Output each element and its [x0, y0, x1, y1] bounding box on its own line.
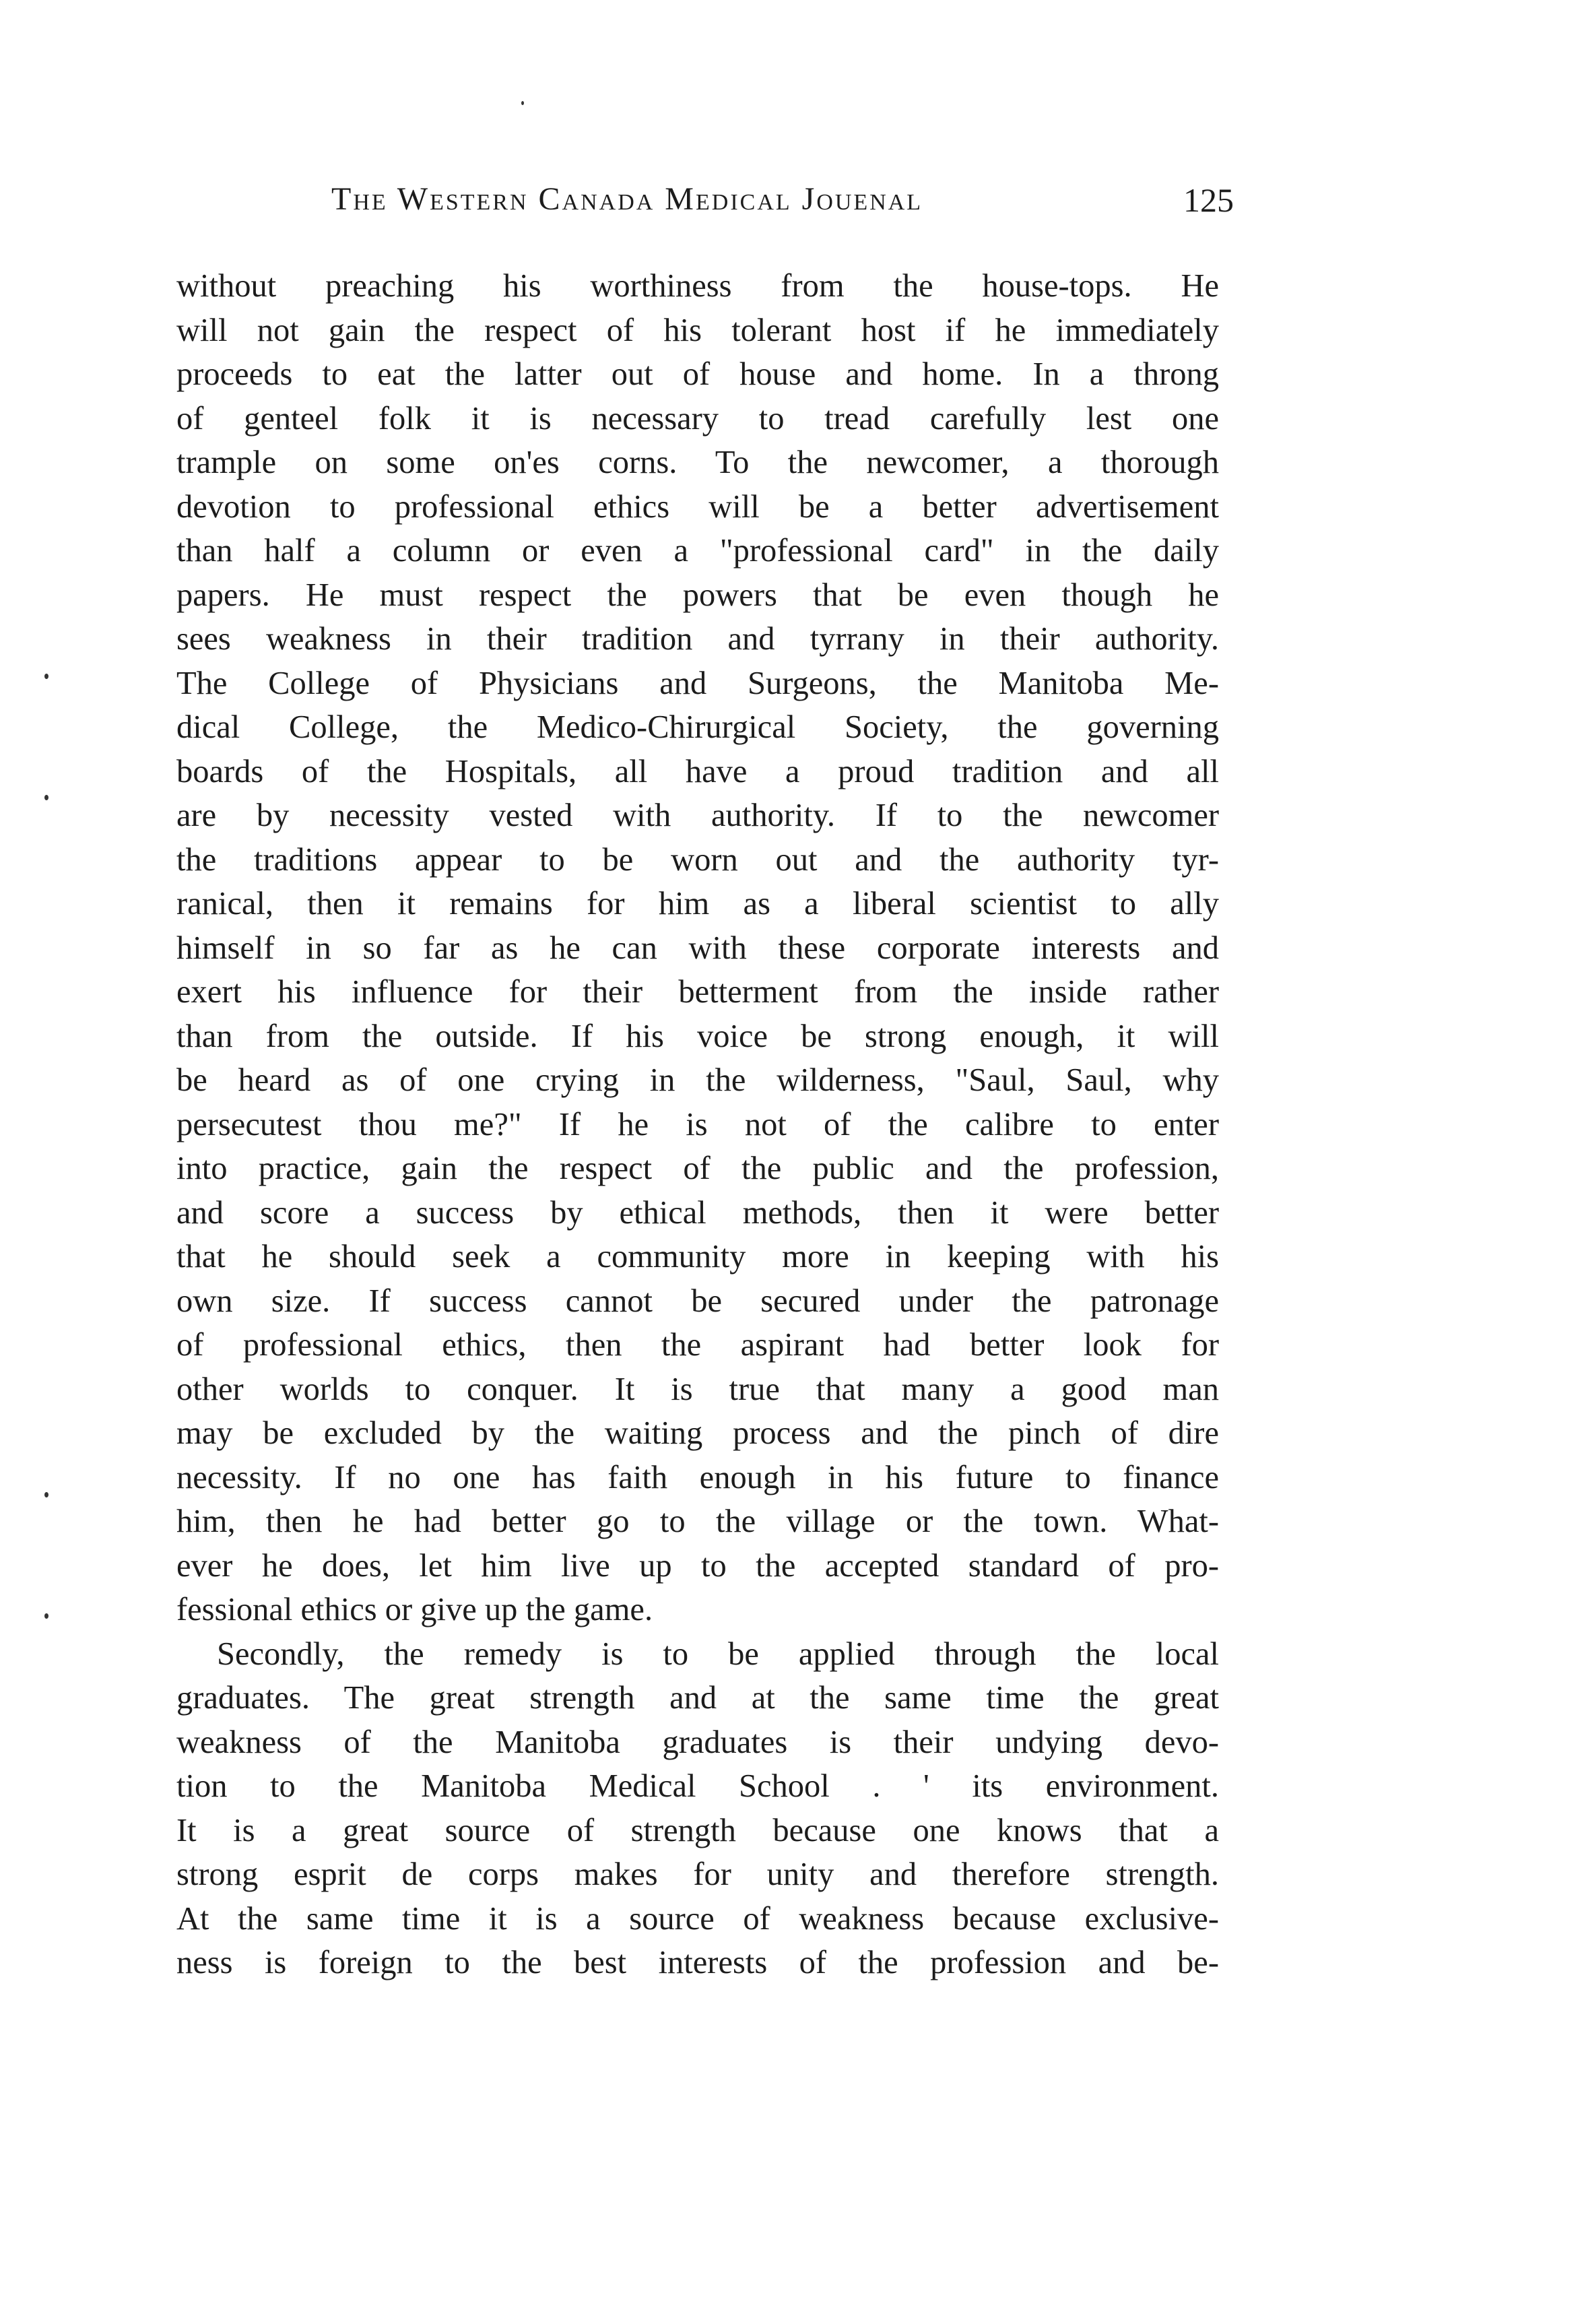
text-line: ever he does, let him live up to the accepted standard of pro-	[176, 1547, 1219, 1584]
text-line: weakness of the Manitoba graduates is their undying devo-	[176, 1724, 1219, 1760]
text-line: devotion to professional ethics will be a better advertisement	[176, 488, 1219, 525]
text-line: than half a column or even a "professional card" in the daily	[176, 533, 1219, 569]
text-line: boards of the Hospitals, all have a proud tradition and all	[176, 753, 1219, 789]
text-line: exert his influence for their betterment from the inside rather	[176, 974, 1219, 1010]
text-line: the traditions appear to be worn out and the authority tyr-	[176, 841, 1219, 878]
text-line: him, then he had better go to the village or the town. What-	[176, 1504, 1219, 1539]
paragraph-end-line: fessional ethics or give up the game.	[176, 1592, 653, 1627]
text-line: own size. If success cannot be secured under the patronage	[176, 1283, 1219, 1319]
text-line: proceeds to eat the latter out of house and home. In a throng	[176, 356, 1219, 392]
print-speck	[44, 1492, 48, 1497]
text-line: without preaching his worthiness from the house-tops. He	[176, 268, 1219, 304]
text-line: necessity. If no one has faith enough in his future to finance	[176, 1459, 1219, 1495]
text-line: trample on some on'es corns. To the newcomer, a thorough	[176, 445, 1219, 480]
paragraph-first-line: Secondly, the remedy is to be applied through the local	[217, 1636, 1219, 1672]
text-line: The College of Physicians and Surgeons, the Manitoba Me-	[176, 665, 1219, 701]
text-line: into practice, gain the respect of the public and the profession,	[176, 1151, 1219, 1186]
article-body	[176, 264, 1219, 1985]
text-line: sees weakness in their tradition and tyrrany in their authority.	[176, 621, 1219, 657]
print-speck	[44, 1613, 48, 1619]
text-line: ranical, then it remains for him as a liberal scientist to ally	[176, 886, 1219, 922]
text-line: than from the outside. If his voice be strong enough, it will	[176, 1018, 1219, 1054]
text-line: ness is foreign to the best interests of the profession and be-	[176, 1945, 1219, 1980]
text-line: It is a great source of strength because one knows that a	[176, 1812, 1219, 1848]
text-line: tion to the Manitoba Medical School . ' its environment.	[176, 1768, 1219, 1804]
print-speck	[44, 674, 48, 679]
text-line: papers. He must respect the powers that be even though he	[176, 577, 1219, 613]
running-head: The Western Canada Medical Jouenal	[331, 181, 923, 217]
text-line: strong esprit de corps makes for unity and therefore strength.	[176, 1857, 1219, 1892]
page-header	[331, 181, 1234, 234]
text-line: himself in so far as he can with these corporate interests and	[176, 930, 1219, 966]
text-line: dical College, the Medico-Chirurgical Society, the governing	[176, 709, 1219, 745]
text-line: will not gain the respect of his tolerant host if he immediately	[176, 312, 1219, 348]
text-line: persecutest thou me?" If he is not of the calibre to enter	[176, 1106, 1219, 1142]
text-line: of genteel folk it is necessary to tread carefully lest one	[176, 400, 1219, 437]
text-line: are by necessity vested with authority. If to the newcomer	[176, 798, 1219, 833]
text-line: of professional ethics, then the aspirant had better look for	[176, 1327, 1219, 1363]
text-line: that he should seek a community more in keeping with his	[176, 1239, 1219, 1274]
print-speck	[44, 795, 48, 800]
page-number: 125	[1183, 181, 1234, 219]
text-line: may be excluded by the waiting process and the pinch of dire	[176, 1415, 1219, 1451]
print-speck	[521, 101, 524, 105]
text-line: other worlds to conquer. It is true that many a good man	[176, 1371, 1219, 1407]
text-line: At the same time it is a source of weakness because exclusive-	[176, 1900, 1219, 1937]
text-line: graduates. The great strength and at the same time the great	[176, 1680, 1219, 1716]
text-line: be heard as of one crying in the wilderness, "Saul, Saul, why	[176, 1062, 1219, 1098]
text-line: and score a success by ethical methods, then it were better	[176, 1194, 1219, 1231]
